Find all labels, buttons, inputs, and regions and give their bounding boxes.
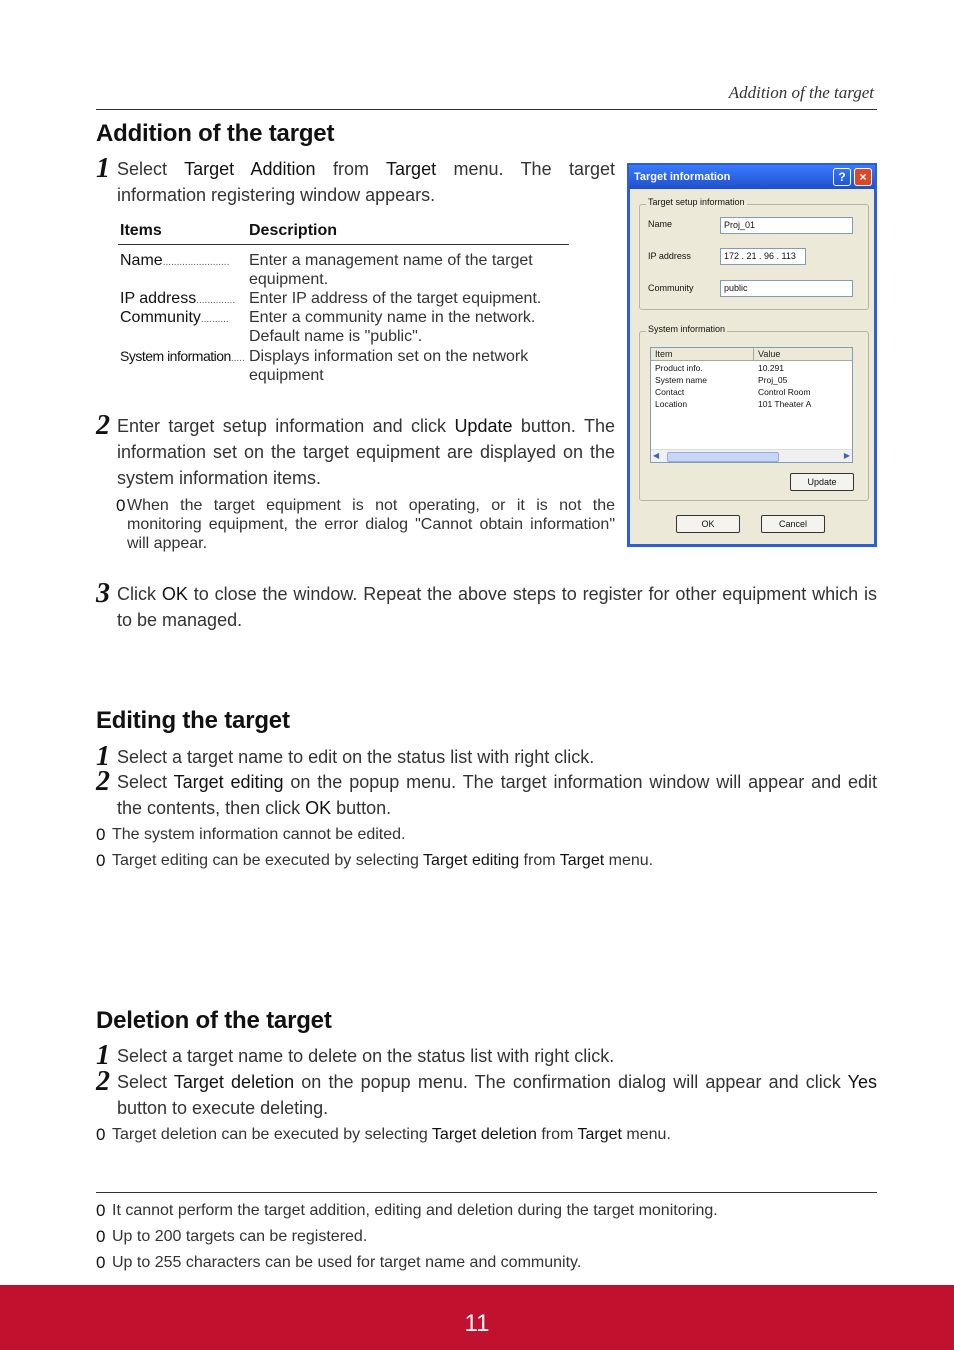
step-number: 3 [96,578,110,609]
system-info-list[interactable] [650,347,853,463]
list-item[interactable]: System name [655,375,707,385]
ip-address-field[interactable]: 172 . 21 . 96 . 113 [720,248,806,265]
table-cell-desc: Enter a community name in the network. Default name is "public". [249,309,536,345]
header-rule [96,109,877,110]
page-number: 11 [464,1310,490,1337]
list-item-value: 101 Theater A [758,399,812,409]
list-item[interactable]: Location [655,399,688,409]
step-text: Select Target deletion on the popup menu. The confirmation dialog will appear and click Yes button to execute deleting. [117,1072,877,1118]
help-button[interactable]: ? [833,168,851,186]
step-text: Select Target Addition from Target menu. The target information registering window appears. [117,159,615,205]
update-button[interactable]: Update [790,473,854,491]
system-info-group [639,324,869,501]
running-head: Addition of the target [728,83,874,102]
step-text: Select a target name to edit on the status list with right click. [117,747,595,767]
note-bullet: 0 [116,496,126,515]
step-number: 2 [96,1066,110,1097]
table-rule [118,244,569,245]
note-bullet: 0 [96,1201,106,1220]
dialog-body [630,189,874,544]
setup-group [639,197,869,310]
note-text: The system information cannot be edited. [112,826,406,843]
system-info-group-label: System information [648,324,726,334]
step-text: Select a target name to delete on the status list with right click. [117,1046,615,1066]
step-text: Click OK to close the window. Repeat the above steps to register for other equipment which is to be managed. [117,584,877,630]
column-header-value[interactable]: Value [754,348,852,361]
table-row: Community.......... [120,309,229,326]
section-title-deletion: Deletion of the target [96,1007,332,1034]
list-item[interactable]: Contact [655,387,685,397]
note-text: When the target equipment is not operating, or it is not the monitoring equipment, the error dialog "Cannot obtain information" will appear. [127,497,615,552]
step-number: 1 [96,741,110,772]
list-item-value: Proj_05 [758,375,788,385]
note-bullet: 0 [96,825,106,844]
table-cell-desc: Displays information set on the network equipment [249,348,529,384]
column-header-item[interactable]: Item [651,348,754,361]
step-text: Select Target editing on the popup menu. The target information window will appear and edit the contents, then click OK button. [117,772,878,818]
target-information-dialog [627,163,877,547]
step-number: 2 [96,410,110,441]
note-text: Target deletion can be executed by selecting Target deletion from Target menu. [112,1126,671,1143]
note-text: Up to 255 characters can be used for target name and community. [112,1254,582,1271]
step-number: 1 [96,1040,110,1071]
dialog-titlebar[interactable] [629,165,875,189]
community-label: Community [648,283,694,293]
scroll-thumb[interactable] [667,452,779,462]
note-text: Target editing can be executed by selecting Target editing from Target menu. [112,852,654,869]
list-item-value: 10.291 [758,363,784,373]
dialog-title: Target information [634,171,731,183]
note-bullet: 0 [96,851,106,870]
name-field[interactable]: Proj_01 [720,217,853,234]
community-field[interactable]: public [720,280,853,297]
step-number: 2 [96,766,110,797]
step-number: 1 [96,153,110,184]
note-bullet: 0 [96,1227,106,1246]
table-row: System information..... [120,348,245,364]
note-bullet: 0 [96,1253,106,1272]
note-bullet: 0 [96,1125,106,1144]
cancel-button[interactable]: Cancel [761,515,825,533]
scroll-left-icon[interactable]: ◀ [653,451,660,460]
note-text: It cannot perform the target addition, editing and deletion during the target monitoring. [112,1202,718,1219]
list-item[interactable]: Product info. [655,363,703,373]
close-button[interactable]: × [854,168,872,186]
table-cell-desc: Enter IP address of the target equipment. [249,290,542,307]
table-row: IP address.............. [120,290,236,307]
ok-button[interactable]: OK [676,515,740,533]
note-text: Up to 200 targets can be registered. [112,1228,368,1245]
horizontal-scrollbar[interactable] [651,449,852,462]
setup-group-label: Target setup information [648,197,745,207]
section-title-addition: Addition of the target [96,120,335,147]
table-cell-desc: Enter a management name of the target equipment. [249,252,533,288]
step-text: Enter target setup information and click Update button. The information set on the target equipment are displayed on the system information items. [117,416,615,488]
section-title-editing: Editing the target [96,707,290,734]
name-label: Name [648,219,673,229]
table-row: Name........................ [120,252,230,269]
ip-label: IP address [648,251,691,261]
list-item-value: Control Room [758,387,811,397]
scroll-right-icon[interactable]: ▶ [843,451,850,460]
table-header-items: Items [120,222,162,239]
notes-rule [96,1192,877,1193]
table-header-description: Description [249,222,338,239]
